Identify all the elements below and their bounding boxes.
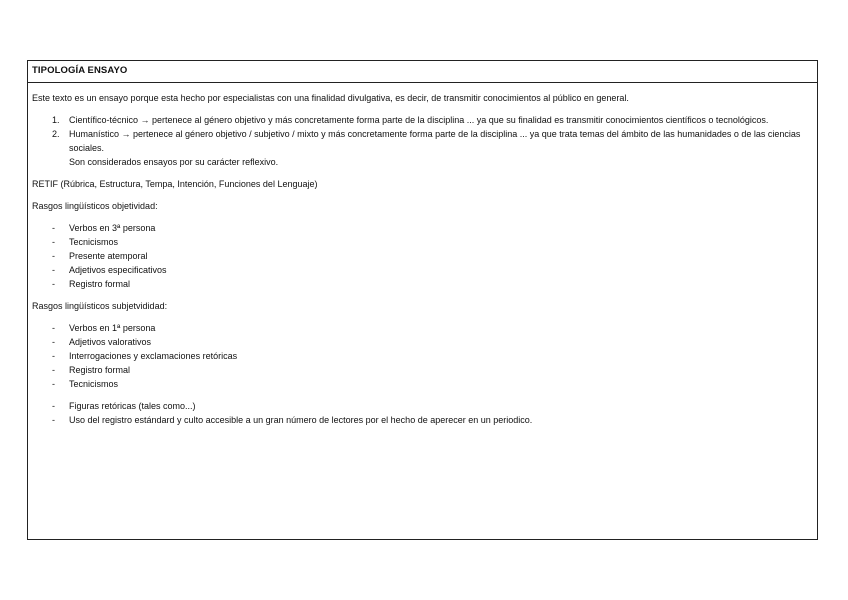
essay-typology-box [27, 60, 818, 540]
objetividad-heading: Rasgos lingüísticos objetividad: [32, 201, 158, 211]
list-item: - Tecnicismos [32, 235, 813, 249]
list-item-text: Humanístico → pertenece al género objetivo / subjetivo / mixto y más concretamente forma parte de la disciplina ... ya que trata temas del ámbito de las humanidades o de las ciencias sociales. [69, 129, 801, 153]
list-item: - Registro formal [32, 363, 813, 377]
list-item: - Adjetivos especificativos [32, 263, 813, 277]
list-item-extra: Son considerados ensayos por su carácter reflexivo. [69, 157, 279, 167]
box-title: TIPOLOGÍA ENSAYO [28, 61, 817, 83]
intro-paragraph: Este texto es un ensayo porque esta hecho por especialistas con una finalidad divulgativa, es decir, de transmitir conocimientos al público en general. [32, 93, 629, 103]
objetividad-list [32, 221, 813, 291]
list-item: - Verbos en 3ª persona [32, 221, 813, 235]
list-item: - Registro formal [32, 277, 813, 291]
list-item [32, 113, 813, 127]
list-number: 1. [52, 115, 60, 125]
list-item: - Tecnicismos [32, 377, 813, 391]
list-item-text: Científico-técnico → pertenece al género objetivo y más concretamente forma parte de la disciplina ... ya que su finalidad es transmitir conocimientos científicos o tecnológicos. [69, 115, 769, 125]
numbered-list [32, 113, 813, 169]
retif-line: RETIF (Rúbrica, Estructura, Tempa, Intención, Funciones del Lenguaje) [32, 179, 318, 189]
list-item: - Figuras retóricas (tales como...) [32, 399, 813, 413]
list-item [32, 127, 813, 169]
box-body [28, 83, 817, 427]
list-number: 2. [52, 129, 60, 139]
list-item: - Verbos en 1ª persona [32, 321, 813, 335]
list-item: - Presente atemporal [32, 249, 813, 263]
subjetividad-heading: Rasgos lingüísticos subjetvididad: [32, 301, 168, 311]
list-item: - Interrogaciones y exclamaciones retóricas [32, 349, 813, 363]
list-item: - Adjetivos valorativos [32, 335, 813, 349]
extra-list [32, 399, 813, 427]
subjetividad-list [32, 321, 813, 391]
list-item: - Uso del registro estándard y culto accesible a un gran número de lectores por el hecho de aperecer en un periodico. [32, 413, 813, 427]
